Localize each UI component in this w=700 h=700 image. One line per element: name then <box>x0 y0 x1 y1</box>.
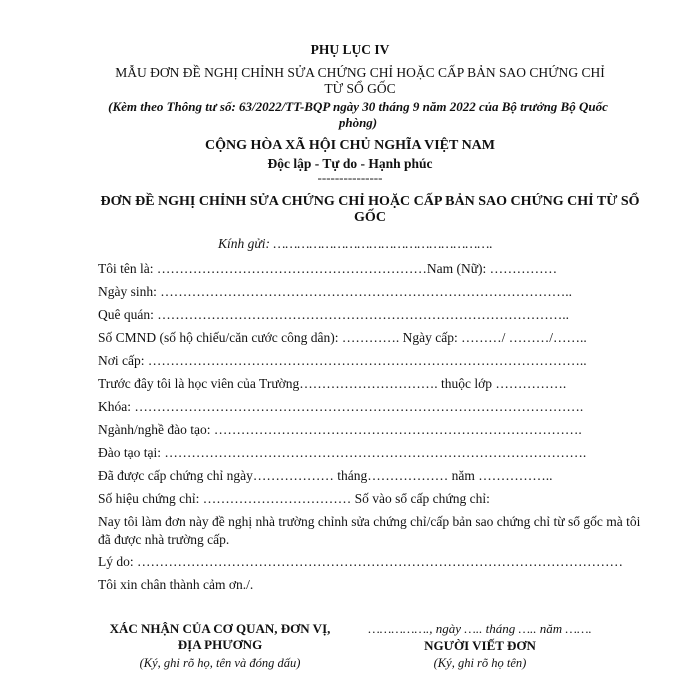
name-field[interactable]: Tôi tên là: ……………………………………………………Nam (Nữ): …………… <box>98 261 558 276</box>
id-number-field[interactable]: Số CMND (số hộ chiếu/căn cước công dân): …………. Ngày cấp: ………/ ………/…….. <box>98 330 587 345</box>
document-title: ĐƠN ĐỀ NGHỊ CHỈNH SỬA CHỨNG CHỈ HOẶC CẤP BẢN SAO CHỨNG CHỈ TỪ SỔ GỐC <box>100 194 640 225</box>
signing-date: ……………., ngày ….. tháng ….. năm ……. <box>368 621 592 636</box>
course-field[interactable]: Khóa: ………………………………………………………………………………………. <box>98 399 584 414</box>
reason-field[interactable]: Lý do: ……………………………………………………………………………………………… <box>98 554 623 569</box>
training-place-field[interactable]: Đào tạo tại: …………………………………………………………………………………. <box>98 445 587 460</box>
thanks-line: Tôi xin chân thành cảm ơn./. <box>98 577 254 592</box>
form-template-title: MẪU ĐƠN ĐỀ NGHỊ CHỈNH SỬA CHỨNG CHỈ HOẶC CẤP BẢN SAO CHỨNG CHỈ TỪ SỔ GỐC <box>115 65 605 96</box>
request-paragraph: Nay tôi làm đơn này đề nghị nhà trường chỉnh sửa chứng chỉ/cấp bản sao chứng chỉ từ sổ gốc mà tôi đã được nhà trường cấp. <box>98 514 641 547</box>
appendix-label: PHỤ LỤC IV <box>310 42 390 57</box>
applicant-note: (Ký, ghi rõ họ tên) <box>433 656 527 670</box>
applicant-title: NGƯỜI VIẾT ĐƠN <box>424 638 536 653</box>
certificate-number-field[interactable]: Số hiệu chứng chỉ: …………………………… Số vào sổ cấp chứng chỉ: <box>98 491 490 506</box>
former-student-field[interactable]: Trước đây tôi là học viên của Trường…………………………. thuộc lớp ……………. <box>98 376 567 391</box>
major-field[interactable]: Ngành/nghề đào tạo: ………………………………………………………………………. <box>98 422 582 437</box>
hometown-field[interactable]: Quê quán: ……………………………………………………………………………….. <box>98 307 569 322</box>
dob-field[interactable]: Ngày sinh: ……………………………………………………………………………….. <box>98 284 572 299</box>
circular-note: (Kèm theo Thông tư số: 63/2022/TT-BQP ngày 30 tháng 9 năm 2022 của Bộ trưởng Bộ Quốc phòng) <box>108 99 608 130</box>
nation-title: CỘNG HÒA XÃ HỘI CHỦ NGHĨA VIỆT NAM <box>204 138 495 153</box>
header-divider: --------------- <box>317 170 383 185</box>
confirmation-title: XÁC NHẬN CỦA CƠ QUAN, ĐƠN VỊ, ĐỊA PHƯƠNG <box>109 621 331 652</box>
recipient-line: Kính gửi: ………………………………………………. <box>218 236 493 251</box>
issued-place-field[interactable]: Nơi cấp: …………………………………………………………………………………….. <box>98 353 587 368</box>
confirmation-note: (Ký, ghi rõ họ, tên và đóng dấu) <box>139 656 301 670</box>
issued-date-field[interactable]: Đã được cấp chứng chỉ ngày……………… tháng……………… năm …………….. <box>98 468 553 483</box>
national-motto: Độc lập - Tự do - Hạnh phúc <box>267 156 433 171</box>
